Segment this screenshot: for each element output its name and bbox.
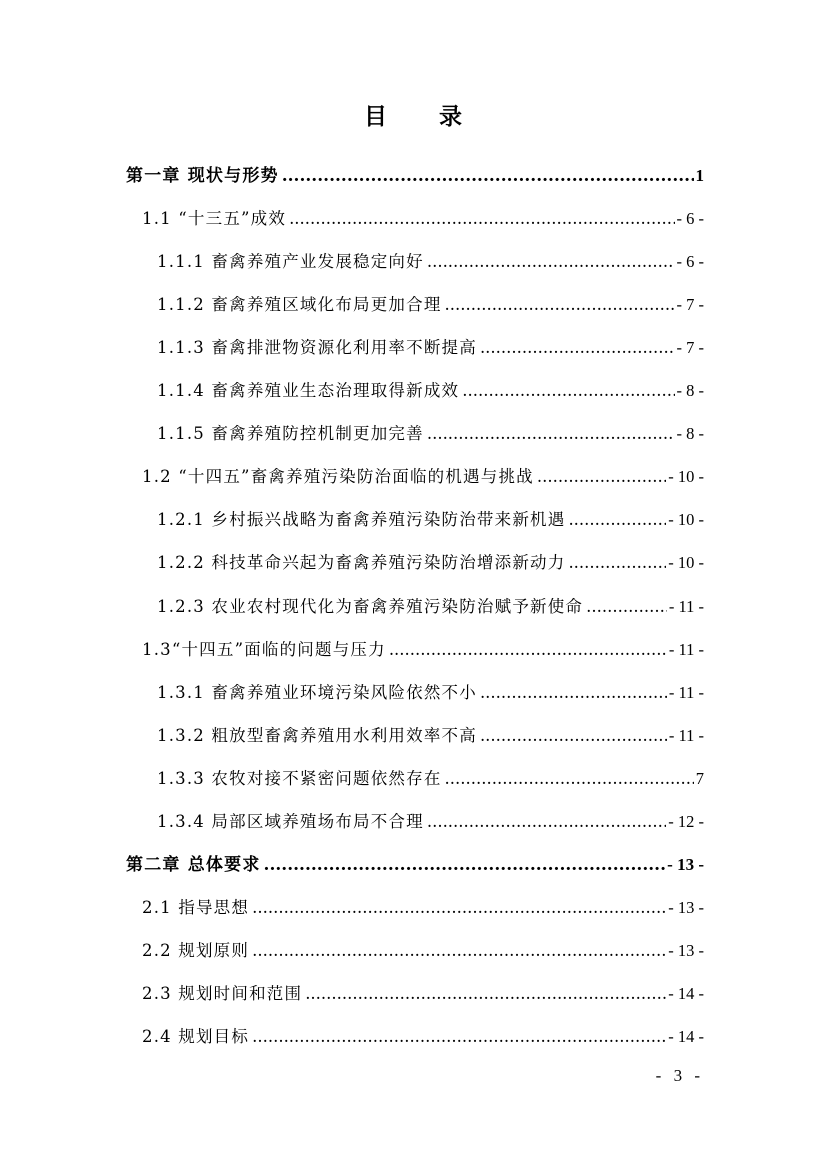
toc-section-entry[interactable] [157, 329, 704, 359]
toc-entry-page: - 6 - [676, 209, 704, 229]
toc-entry-page: - 6 - [676, 252, 704, 272]
page-number: - 3 - [655, 1066, 704, 1085]
toc-entry-label: 1.1.2 畜禽养殖区域化布局更加合理 [157, 295, 442, 315]
toc-entry-page: - 13 - [668, 897, 704, 917]
toc-dot-leader [264, 854, 666, 876]
toc-entry-label: 第一章 现状与形势 [126, 166, 279, 186]
toc-section-entry[interactable] [157, 243, 704, 273]
toc-section-entry[interactable] [157, 760, 704, 790]
toc-dot-leader [252, 1026, 666, 1048]
toc-entry-label: 2.3 规划时间和范围 [142, 983, 303, 1003]
toc-entry-page: - 12 - [668, 811, 704, 831]
toc-entry-label: 2.2 规划原则 [142, 940, 250, 960]
toc-dot-leader [289, 208, 674, 230]
toc-entry-page: 7 [695, 768, 704, 788]
toc-dot-leader [389, 639, 667, 661]
toc-entry-page: - 10 - [668, 510, 704, 530]
toc-dot-leader [427, 811, 666, 833]
toc-entry-page: - 13 - [668, 940, 704, 960]
toc-entry-label: 1.3.3 农牧对接不紧密问题依然存在 [157, 768, 442, 788]
toc-entry-label: 1.1.4 畜禽养殖业生态治理取得新成效 [157, 381, 460, 401]
toc-dot-leader [252, 897, 666, 919]
toc-section-entry[interactable] [142, 631, 704, 661]
toc-section-entry[interactable] [142, 889, 704, 919]
toc-entry-page: - 7 - [676, 338, 704, 358]
toc-dot-leader [480, 337, 675, 359]
toc-entry-page: - 7 - [676, 295, 704, 315]
toc-chapter-entry[interactable] [126, 846, 704, 876]
toc-section-entry[interactable] [142, 932, 704, 962]
toc-entry-label: 1.2.2 科技革命兴起为畜禽养殖污染防治增添新动力 [157, 553, 566, 573]
toc-dot-leader [462, 380, 674, 402]
toc-section-entry[interactable] [157, 501, 704, 531]
toc-section-entry[interactable] [157, 286, 704, 316]
toc-dot-leader [445, 768, 694, 790]
toc-dot-leader [252, 940, 666, 962]
toc-entry-page: - 14 - [668, 1027, 704, 1046]
toc-entry-page: - 14 - [668, 983, 704, 1003]
toc-entry-label: 1.3.4 局部区域养殖场布局不合理 [157, 811, 424, 831]
toc-dot-leader [480, 725, 667, 747]
toc-entry-page: - 10 - [668, 553, 704, 573]
toc-dot-leader [282, 165, 694, 187]
toc-entry-label: 1.3“十四五”面临的问题与压力 [142, 639, 386, 659]
toc-dot-leader [568, 552, 666, 574]
toc-entry-label: 1.3.2 粗放型畜禽养殖用水利用效率不高 [157, 725, 477, 745]
toc-entry-page: 1 [695, 166, 704, 185]
toc-section-entry[interactable] [157, 674, 704, 704]
toc-dot-leader [537, 466, 666, 488]
toc-section-entry[interactable] [142, 1018, 704, 1048]
toc-entry-page: - 8 - [676, 381, 704, 401]
toc-entry-page: - 8 - [676, 424, 704, 444]
toc-dot-leader [568, 509, 666, 531]
toc-entry-page: - 11 - [668, 682, 704, 702]
toc-entry-label: 1.2.3 农业农村现代化为畜禽养殖污染防治赋予新使命 [157, 596, 584, 616]
toc-entry-label: 1.2.1 乡村振兴战略为畜禽养殖污染防治带来新机遇 [157, 510, 566, 530]
toc-section-entry[interactable] [157, 717, 704, 747]
toc-title: 目 录 [363, 103, 484, 130]
toc-entry-label: 1.3.1 畜禽养殖业环境污染风险依然不小 [157, 682, 477, 702]
toc-section-entry[interactable] [142, 200, 704, 230]
toc-dot-leader [445, 294, 675, 316]
toc-entry-label: 1.1 “十三五”成效 [142, 209, 287, 229]
toc-dot-leader [427, 251, 675, 273]
toc-entry-page: - 11 - [668, 596, 704, 616]
toc-chapter-entry[interactable] [126, 157, 704, 187]
toc-entry-label: 1.2 “十四五”畜禽养殖污染防治面临的机遇与挑战 [142, 467, 534, 487]
toc-dot-leader [305, 983, 666, 1005]
toc-entry-label: 第二章 总体要求 [126, 854, 261, 875]
toc-entry-label: 2.1 指导思想 [142, 897, 250, 917]
toc-entry-page: - 13 - [667, 854, 704, 874]
toc-dot-leader [480, 682, 667, 704]
toc-section-entry[interactable] [157, 415, 704, 445]
toc-entry-page: - 10 - [668, 467, 704, 487]
toc-dot-leader [427, 423, 675, 445]
toc-section-entry[interactable] [142, 458, 704, 488]
toc-entry-page: - 11 - [668, 639, 704, 659]
toc-entry-label: 1.1.5 畜禽养殖防控机制更加完善 [157, 424, 424, 444]
toc-dot-leader [586, 596, 667, 618]
toc-entry-label: 1.1.3 畜禽排泄物资源化利用率不断提高 [157, 338, 477, 358]
toc-section-entry[interactable] [142, 975, 704, 1005]
toc-entry-page: - 11 - [668, 725, 704, 745]
toc-section-entry[interactable] [157, 803, 704, 833]
toc-section-entry[interactable] [157, 544, 704, 574]
toc-entry-label: 1.1.1 畜禽养殖产业发展稳定向好 [157, 252, 424, 272]
toc-section-entry[interactable] [157, 588, 704, 618]
toc-entry-label: 2.4 规划目标 [142, 1027, 250, 1046]
toc-section-entry[interactable] [157, 372, 704, 402]
